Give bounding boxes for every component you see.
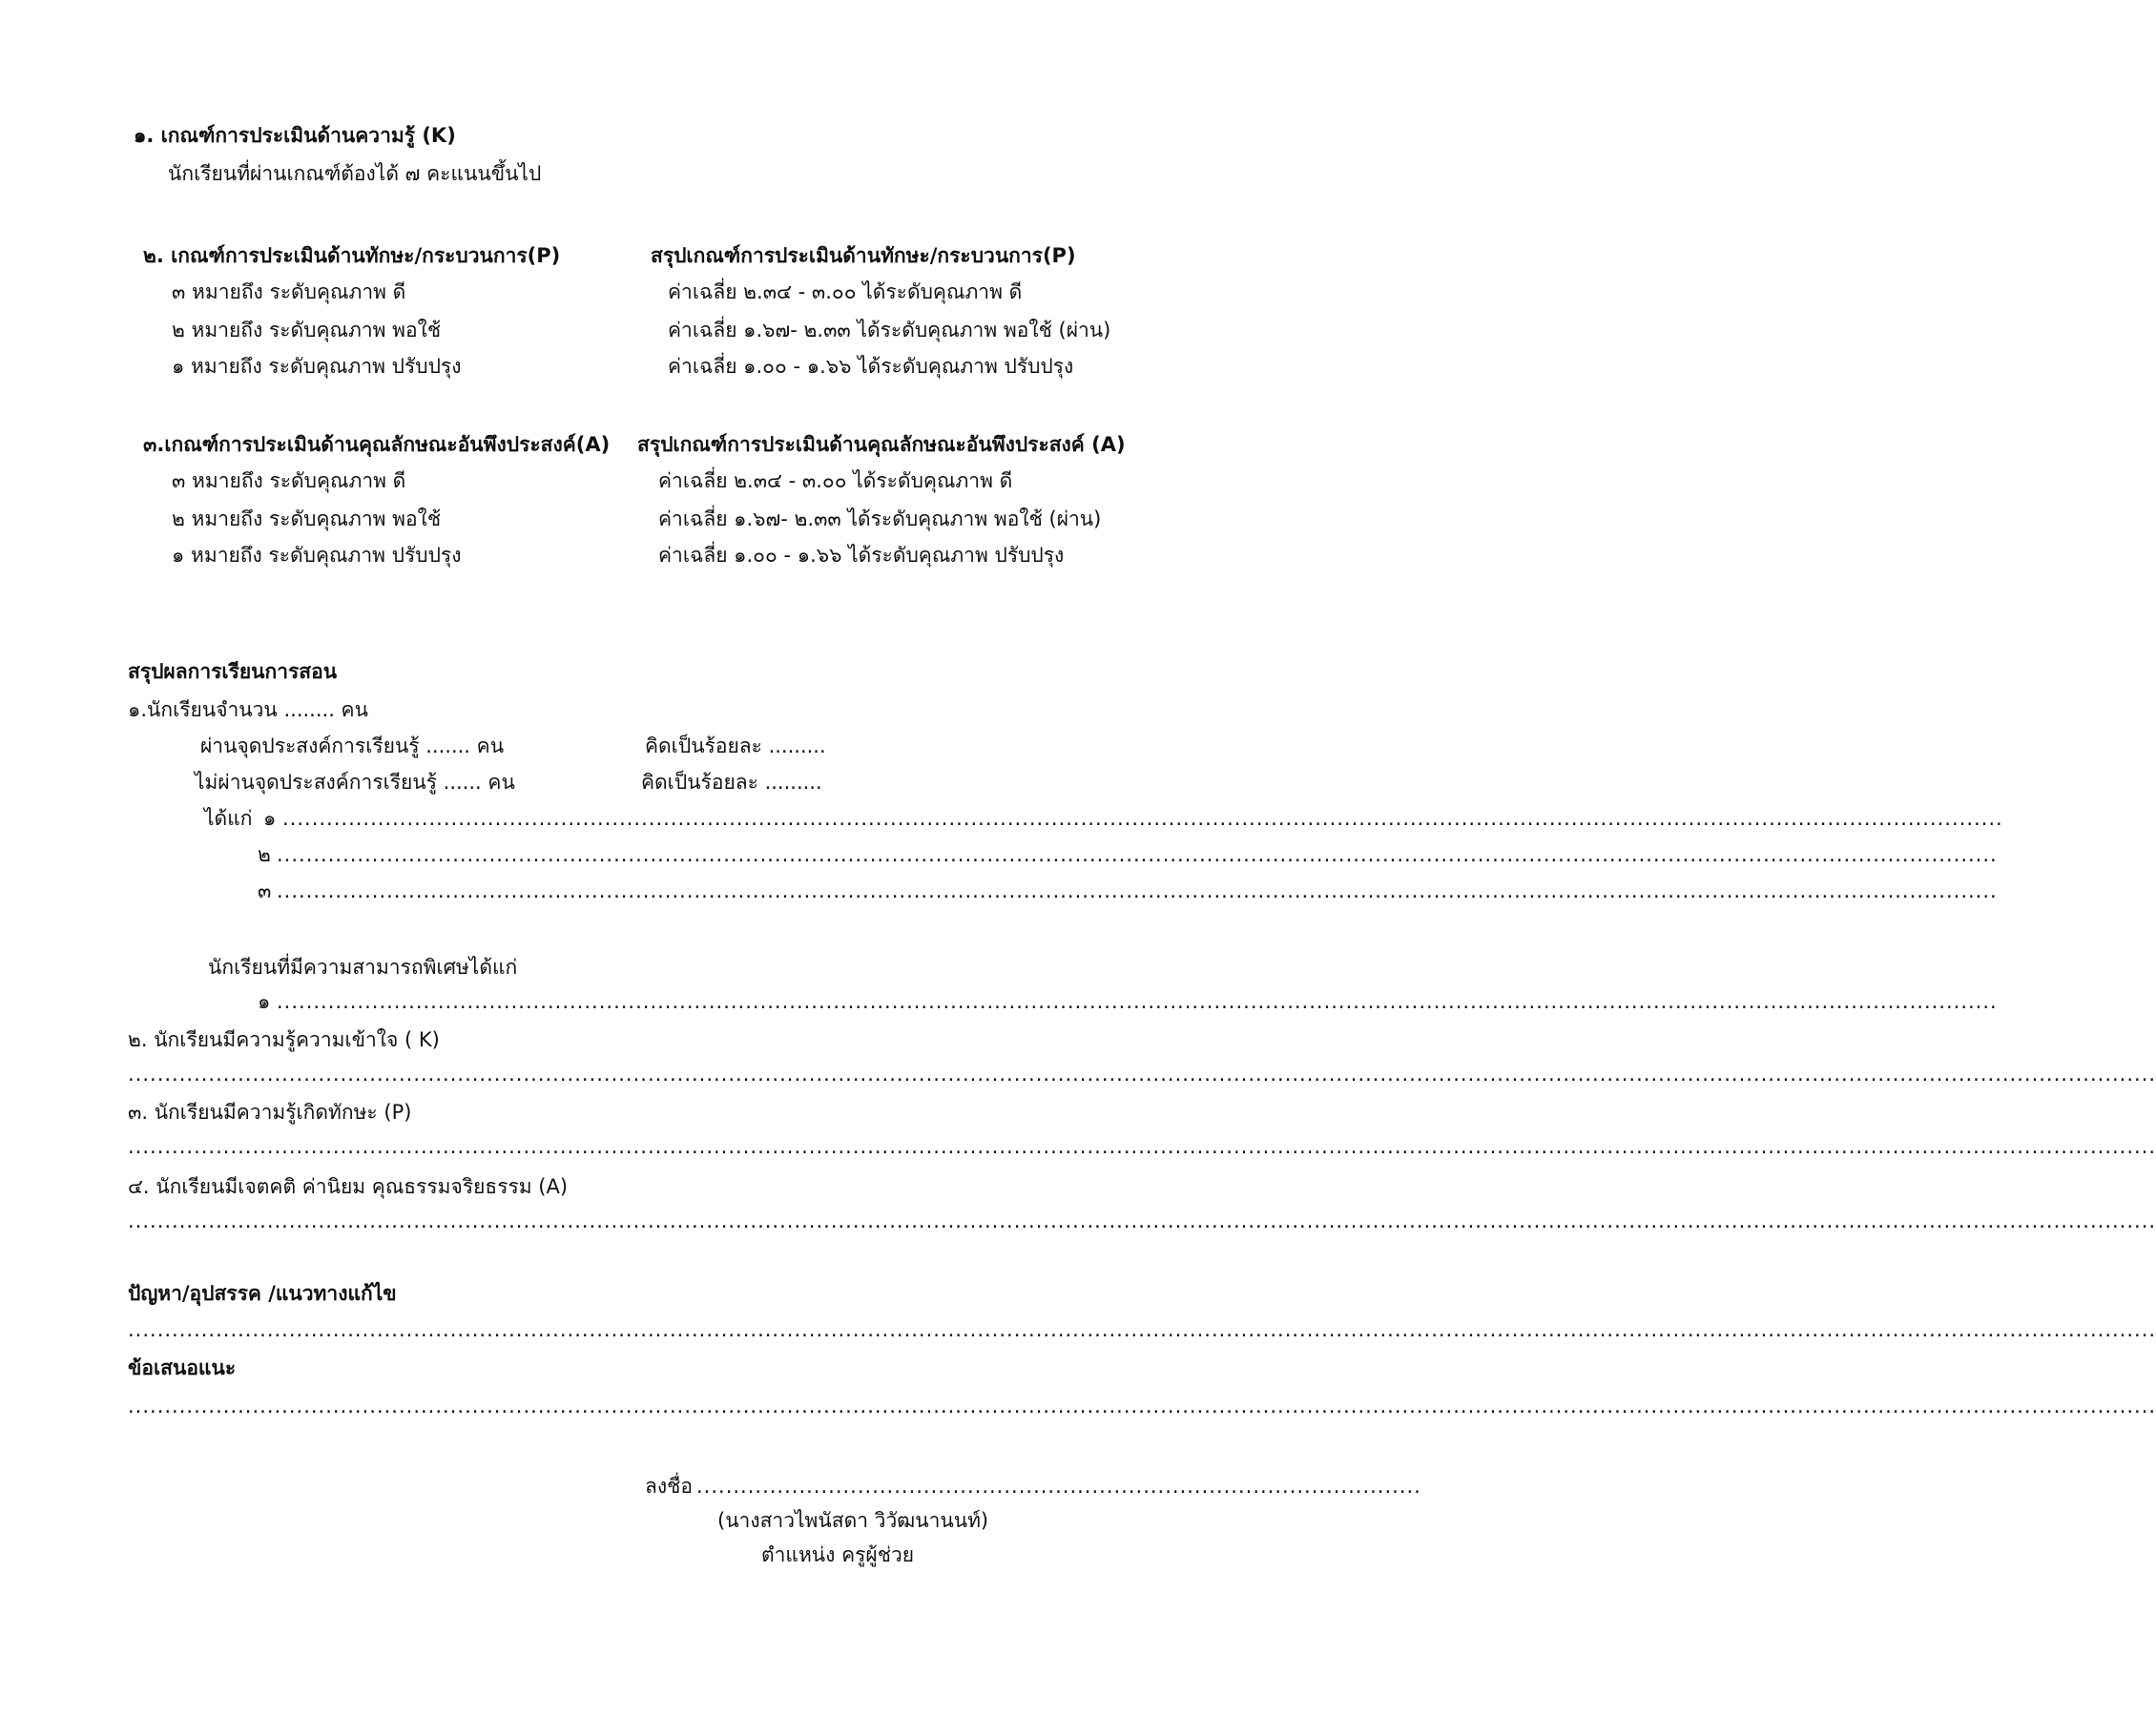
p-level-2: ๒ หมายถึง ระดับคุณภาพ พอใช้ (172, 319, 442, 341)
passed-percent: คิดเป็นร้อยละ ......... (645, 734, 826, 757)
failed-count: ไม่ผ่านจุดประสงค์การเรียนรู้ ...... คน (195, 771, 515, 794)
failed-name-1-line: ........................................................................................................................................................................................................................................... (282, 807, 2003, 830)
special-students-label: นักเรียนที่มีความสามารถพิเศษได้แก่ (208, 956, 518, 979)
p-summary-title: สรุปเกณฑ์การประเมินด้านทักษะ/กระบวนการ(P) (651, 244, 1076, 267)
students-count: ๑.นักเรียนจำนวน ........ คน (128, 698, 368, 721)
failed-name-3-num: ๓ (258, 879, 272, 902)
a-summary-title: สรุปเกณฑ์การประเมินด้านคุณลักษณะอันพึงประสงค์ (A) (637, 433, 1126, 456)
problems-title: ปัญหา/อุปสรรค /แนวทางแก้ไข (128, 1282, 397, 1305)
knowledge-line: ..................................................................................................................................................................................................................................................................................... (128, 1063, 2156, 1086)
failed-name-2-line: ........................................................................................................................................................................................................................................... (277, 843, 1998, 866)
a-summary-fair: ค่าเฉลี่ย ๑.๖๗- ๒.๓๓ ได้ระดับคุณภาพ พอใช้ (ผ่าน) (658, 507, 1102, 530)
p-summary-improve: ค่าเฉลี่ย ๑.๐๐ - ๑.๖๖ ได้ระดับคุณภาพ ปรับปรุง (668, 355, 1074, 378)
failed-name-2-num: ๒ (258, 843, 271, 866)
signer-name: (นางสาวไพนัสดา วิวัฒนานนท์) (717, 1509, 989, 1532)
special-name-1-line: ........................................................................................................................................................................................................................................... (277, 990, 1998, 1013)
a-level-3: ๓ หมายถึง ระดับคุณภาพ ดี (172, 469, 406, 492)
knowledge-heading: ๒. นักเรียนมีความรู้ความเข้าใจ ( K) (128, 1028, 440, 1051)
signature-line: ................................................................................................... (696, 1475, 1421, 1498)
p-level-3: ๓ หมายถึง ระดับคุณภาพ ดี (172, 280, 406, 303)
suggestions-title: ข้อเสนอแนะ (128, 1356, 237, 1379)
special-name-1-num: ๑ (258, 990, 271, 1013)
failed-name-3-line: ........................................................................................................................................................................................................................................... (277, 879, 1998, 902)
suggestions-line: ..................................................................................................................................................................................................................................................................................... (128, 1395, 2156, 1417)
skills-heading: ๓. นักเรียนมีความรู้เกิดทักษะ (P) (128, 1101, 412, 1124)
a-summary-good: ค่าเฉลี่ย ๒.๓๔ - ๓.๐๐ ได้ระดับคุณภาพ ดี (658, 469, 1013, 492)
attitude-heading: ๔. นักเรียนมีเจตคติ ค่านิยม คุณธรรมจริยธรรม (A) (128, 1175, 569, 1198)
passed-count: ผ่านจุดประสงค์การเรียนรู้ ....... คน (200, 734, 505, 757)
attitude-line: ..................................................................................................................................................................................................................................................................................... (128, 1210, 2156, 1232)
a-level-2: ๒ หมายถึง ระดับคุณภาพ พอใช้ (172, 507, 442, 530)
a-level-1: ๑ หมายถึง ระดับคุณภาพ ปรับปรุง (172, 544, 462, 567)
results-title: สรุปผลการเรียนการสอน (128, 660, 338, 683)
k-criteria-title: ๑. เกณฑ์การประเมินด้านความรู้ (K) (134, 124, 456, 147)
p-level-1: ๑ หมายถึง ระดับคุณภาพ ปรับปรุง (172, 355, 462, 378)
failed-percent: คิดเป็นร้อยละ ......... (641, 771, 822, 794)
a-summary-improve: ค่าเฉลี่ย ๑.๐๐ - ๑.๖๖ ได้ระดับคุณภาพ ปรับปรุง (658, 544, 1065, 567)
p-summary-fair: ค่าเฉลี่ย ๑.๖๗- ๒.๓๓ ได้ระดับคุณภาพ พอใช้ (ผ่าน) (668, 319, 1111, 341)
failed-name-1-num: ๑ (263, 807, 277, 830)
signer-position: ตำแหน่ง ครูผู้ช่วย (761, 1543, 915, 1566)
signature-label: ลงชื่อ (645, 1475, 693, 1498)
problems-line: ..................................................................................................................................................................................................................................................................................... (128, 1318, 2156, 1341)
failed-names-label: ได้แก่ (204, 807, 253, 830)
a-criteria-title: ๓.เกณฑ์การประเมินด้านคุณลักษณะอันพึงประสงค์(A) (143, 433, 611, 456)
p-summary-good: ค่าเฉลี่ย ๒.๓๔ - ๓.๐๐ ได้ระดับคุณภาพ ดี (668, 280, 1023, 303)
p-criteria-title: ๒. เกณฑ์การประเมินด้านทักษะ/กระบวนการ(P) (143, 244, 561, 267)
skills-line: ..................................................................................................................................................................................................................................................................................... (128, 1135, 2156, 1158)
k-criteria-detail: นักเรียนที่ผ่านเกณฑ์ต้องได้ ๗ คะแนนขึ้นไป (168, 162, 542, 185)
